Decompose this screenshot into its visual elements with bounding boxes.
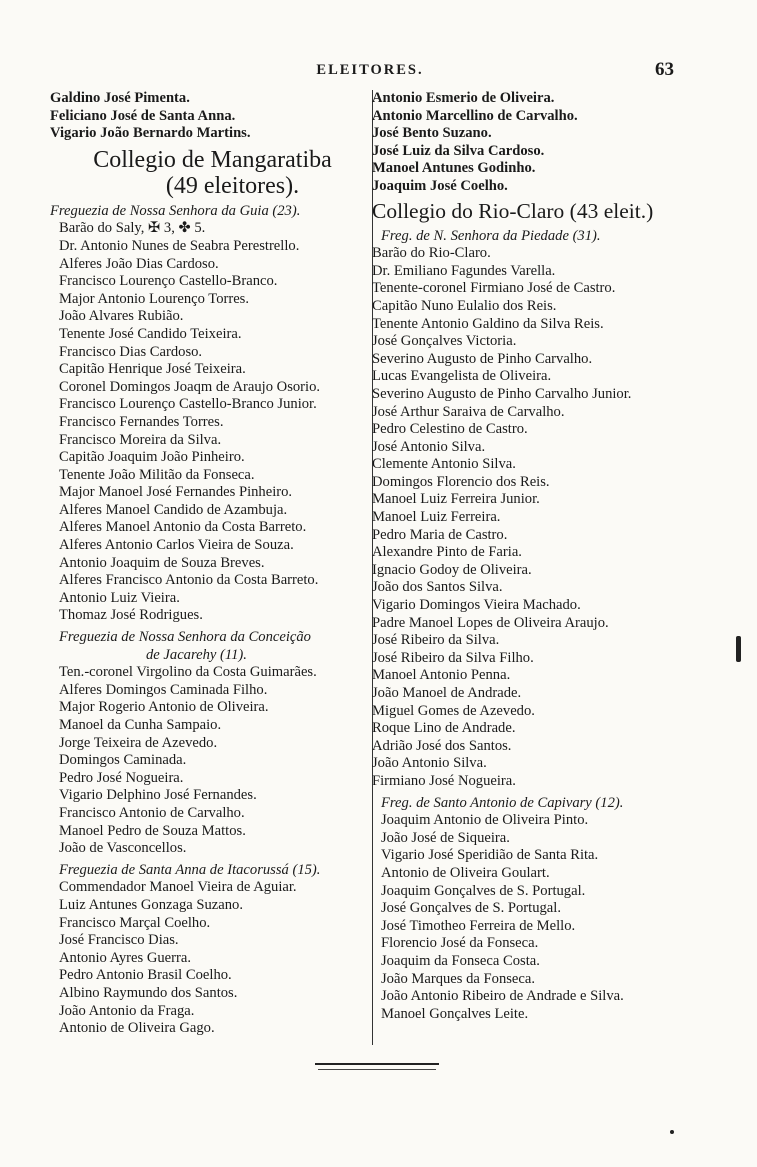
elector-entry: Vigario Domingos Vieira Machado. xyxy=(372,597,581,614)
elector-entry: Pedro Antonio Brasil Coelho. xyxy=(59,967,232,984)
elector-entry: Alferes Antonio Carlos Vieira de Souza. xyxy=(59,537,294,554)
elector-entry: Alferes Manoel Candido de Azambuja. xyxy=(59,501,288,518)
margin-mark xyxy=(736,636,741,662)
elector-entry: Ten.-coronel Virgolino da Costa Guimarães. xyxy=(59,664,317,681)
elector-entry: Manoel Luiz Ferreira Junior. xyxy=(372,491,540,508)
elector-entry: Luiz Antunes Gonzaga Suzano. xyxy=(59,896,243,913)
elector-entry: Manoel Antonio Penna. xyxy=(372,667,511,684)
page-header xyxy=(0,59,757,84)
freguezia-heading: Freguezia de Nossa Senhora da Guia (23). xyxy=(50,202,301,219)
right-column xyxy=(372,90,697,1023)
elector-entry: Major Manoel José Fernandes Pinheiro. xyxy=(59,484,293,501)
elector-entry: Barão do Rio-Claro. xyxy=(372,245,491,262)
elector-entry: Capitão Nuno Eulalio dos Reis. xyxy=(372,297,557,314)
elector-entry: Alferes João Dias Cardoso. xyxy=(59,255,219,272)
elector-entry: Capitão Joaquim João Pinheiro. xyxy=(59,449,245,466)
elector-entry: João dos Santos Silva. xyxy=(372,579,503,596)
elector-entry: Pedro Celestino de Castro. xyxy=(372,421,528,438)
collegio-rio-claro-title: Collegio do Rio-Claro (43 eleit.) xyxy=(372,198,654,223)
elector-entry: José Bento Suzano. xyxy=(372,125,492,142)
elector-entry: Feliciano José de Santa Anna. xyxy=(50,107,236,124)
elector-entry: João José de Siqueira. xyxy=(381,829,510,846)
left-top-list xyxy=(50,90,375,143)
freguezia-heading: Freg. de N. Senhora da Piedade (31). xyxy=(381,227,601,244)
elector-entry: José Ribeiro da Silva Filho. xyxy=(372,649,534,666)
elector-entry: Barão do Saly, ✠ 3, ✤ 5. xyxy=(59,220,206,237)
elector-entry: Alexandre Pinto de Faria. xyxy=(372,544,522,561)
elector-entry: José Antonio Silva. xyxy=(372,438,486,455)
elector-entry: João Antonio da Fraga. xyxy=(59,1002,195,1019)
elector-entry: Tenente João Militão da Fonseca. xyxy=(59,466,255,483)
elector-entry: João de Vasconcellos. xyxy=(59,840,187,857)
elector-entry: João Alvares Rubião. xyxy=(59,308,184,325)
elector-entry: Tenente José Candido Teixeira. xyxy=(59,325,242,342)
elector-entry: Clemente Antonio Silva. xyxy=(372,456,516,473)
elector-entry: Coronel Domingos Joaqm de Araujo Osorio. xyxy=(59,378,321,395)
elector-entry: José Luiz da Silva Cardoso. xyxy=(372,142,545,159)
freguezia-conceicao-list xyxy=(50,664,375,858)
elector-entry: Roque Lino de Andrade. xyxy=(372,720,516,737)
elector-entry: Albino Raymundo dos Santos. xyxy=(59,984,238,1001)
elector-entry: José Ribeiro da Silva. xyxy=(372,632,500,649)
elector-entry: José Gonçalves Victoria. xyxy=(372,333,517,350)
page-title: ELEITORES. xyxy=(316,62,424,78)
freguezia-piedade-list xyxy=(372,245,697,790)
elector-entry: Francisco Moreira da Silva. xyxy=(59,431,222,448)
elector-entry: Joaquim José Coelho. xyxy=(372,177,508,194)
bottom-rule-thin xyxy=(318,1069,436,1070)
elector-entry: José Francisco Dias. xyxy=(59,932,179,949)
elector-entry: Antonio Marcellino de Carvalho. xyxy=(372,107,578,124)
elector-entry: Antonio de Oliveira Gago. xyxy=(59,1020,215,1037)
elector-entry: Alferes Domingos Caminada Filho. xyxy=(59,681,268,698)
freguezia-heading-cont: de Jacarehy (11). xyxy=(146,646,247,663)
elector-entry: Miguel Gomes de Azevedo. xyxy=(372,702,535,719)
elector-entry: Firmiano José Nogueira. xyxy=(372,772,516,789)
elector-entry: Francisco Fernandes Torres. xyxy=(59,413,224,430)
elector-entry: Major Antonio Lourenço Torres. xyxy=(59,290,250,307)
elector-entry: Jorge Teixeira de Azevedo. xyxy=(59,734,218,751)
elector-entry: Manoel Gonçalves Leite. xyxy=(381,1005,529,1022)
elector-entry: Antonio de Oliveira Goulart. xyxy=(381,864,550,881)
elector-entry: José Arthur Saraiva de Carvalho. xyxy=(372,403,565,420)
freguezia-heading: Freg. de Santo Antonio de Capivary (12). xyxy=(381,794,624,811)
bottom-rule xyxy=(315,1063,439,1065)
freguezia-capivary-list xyxy=(372,812,697,1023)
elector-entry: Lucas Evangelista de Oliveira. xyxy=(372,368,552,385)
elector-entry: José Timotheo Ferreira de Mello. xyxy=(381,917,576,934)
elector-entry: Florencio José da Fonseca. xyxy=(381,935,539,952)
elector-entry: Capitão Henrique José Teixeira. xyxy=(59,361,246,378)
elector-entry: Tenente-coronel Firmiano José de Castro. xyxy=(372,280,616,297)
elector-entry: Commendador Manoel Vieira de Aguiar. xyxy=(59,879,297,896)
elector-entry: Manoel da Cunha Sampaio. xyxy=(59,717,222,733)
freguezia-guia-list xyxy=(50,220,375,625)
elector-entry: Joaquim Gonçalves de S. Portugal. xyxy=(381,882,586,899)
elector-entry: Francisco Marçal Coelho. xyxy=(59,914,211,931)
freguezia-heading: Freguezia de Santa Anna de Itacorussá (15). xyxy=(59,861,321,878)
elector-entry: Francisco Lourenço Castello-Branco Junior. xyxy=(59,396,317,413)
elector-entry: João Manoel de Andrade. xyxy=(372,685,522,701)
elector-entry: João Antonio Silva. xyxy=(372,755,487,772)
elector-entry: Manoel Luiz Ferreira. xyxy=(372,509,501,526)
elector-entry: Vigario Delphino José Fernandes. xyxy=(59,787,257,804)
elector-entry: Francisco Lourenço Castello-Branco. xyxy=(59,273,278,290)
elector-entry: Vigario José Speridião de Santa Rita. xyxy=(381,847,599,864)
elector-entry: Antonio Esmerio de Oliveira. xyxy=(372,90,555,106)
elector-entry: Manoel Antunes Godinho. xyxy=(372,160,536,177)
elector-entry: Dr. Antonio Nunes de Seabra Perestrello. xyxy=(59,237,300,254)
freguezia-heading: Freguezia de Nossa Senhora da Conceição xyxy=(59,629,311,646)
freguezia-itacorussa-list xyxy=(50,879,375,1037)
left-column xyxy=(50,90,375,1038)
elector-entry: Francisco Dias Cardoso. xyxy=(59,343,203,360)
elector-entry: Galdino José Pimenta. xyxy=(50,90,190,106)
elector-entry: Thomaz José Rodrigues. xyxy=(59,607,203,624)
page-number: 63 xyxy=(655,59,674,80)
elector-entry: Padre Manoel Lopes de Oliveira Araujo. xyxy=(372,614,609,631)
elector-entry: José Gonçalves de S. Portugal. xyxy=(381,900,561,917)
elector-entry: Dr. Emiliano Fagundes Varella. xyxy=(372,262,556,279)
elector-entry: Domingos Florencio dos Reis. xyxy=(372,473,550,490)
elector-entry: Antonio Ayres Guerra. xyxy=(59,949,191,966)
elector-entry: Tenente Antonio Galdino da Silva Reis. xyxy=(372,315,604,332)
elector-entry: Major Rogerio Antonio de Oliveira. xyxy=(59,699,269,716)
elector-entry: Joaquim da Fonseca Costa. xyxy=(381,952,540,969)
elector-entry: Antonio Luiz Vieira. xyxy=(59,589,180,606)
elector-entry: Pedro Maria de Castro. xyxy=(372,526,508,543)
elector-entry: Alferes Manoel Antonio da Costa Barreto. xyxy=(59,519,307,536)
elector-entry: Domingos Caminada. xyxy=(59,752,187,769)
elector-entry: Severino Augusto de Pinho Carvalho. xyxy=(372,350,593,367)
right-top-list xyxy=(372,90,697,196)
elector-entry: Ignacio Godoy de Oliveira. xyxy=(372,561,532,578)
ink-dot xyxy=(670,1130,674,1134)
collegio-mangaratiba-count: (49 eleitores). xyxy=(165,172,300,199)
elector-entry: Severino Augusto de Pinho Carvalho Junior. xyxy=(372,385,632,402)
elector-entry: Manoel Pedro de Souza Mattos. xyxy=(59,822,246,839)
elector-entry: Francisco Antonio de Carvalho. xyxy=(59,804,245,821)
elector-entry: Adrião José dos Santos. xyxy=(372,737,512,754)
elector-entry: Joaquim Antonio de Oliveira Pinto. xyxy=(381,812,589,829)
elector-entry: Pedro José Nogueira. xyxy=(59,769,184,786)
elector-entry: Vigario João Bernardo Martins. xyxy=(50,125,251,142)
elector-entry: Alferes Francisco Antonio da Costa Barreto. xyxy=(59,572,319,589)
elector-entry: João Marques da Fonseca. xyxy=(381,970,536,987)
elector-entry: Antonio Joaquim de Souza Breves. xyxy=(59,554,265,571)
elector-entry: João Antonio Ribeiro de Andrade e Silva. xyxy=(381,988,624,1005)
collegio-mangaratiba-title: Collegio de Mangaratiba xyxy=(93,146,332,173)
